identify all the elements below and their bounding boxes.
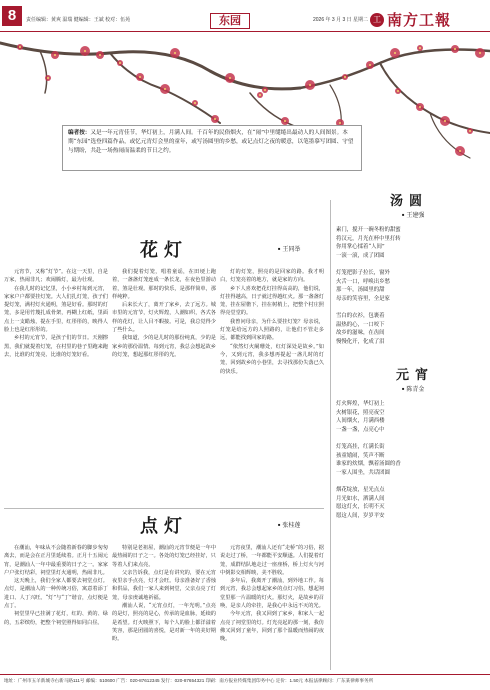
blossom-center-icon xyxy=(229,77,231,79)
article-column xyxy=(112,268,216,504)
blossom-center-icon xyxy=(469,130,471,132)
blossom-center-icon xyxy=(444,120,446,122)
blossom-center-icon xyxy=(284,120,286,122)
newspaper-name: 南方工報 xyxy=(387,11,452,29)
blossom-center-icon xyxy=(394,52,396,54)
editors-credit: 责任编辑：黄爽 温瑞 健编辑：王斌 校对：伍苑 xyxy=(26,17,131,23)
blossom-center-icon xyxy=(47,77,49,79)
header-divider xyxy=(0,31,490,32)
paragraph: 今年元宵，我又回到了家乡，和家人一起点亮了祠堂里的灯。灯光亮起的那一刻，我仿佛又回到了童年，回到了那个温暖而热闹的夜晚。 xyxy=(220,611,324,643)
masthead[interactable] xyxy=(370,9,451,30)
article-column xyxy=(4,544,108,670)
paragraph: 我知道，少的是儿时的那份纯真，少的是家乡的那份温情。每到元宵，我总会想起故乡的灯笼，想起那红彤彤的光。 xyxy=(112,335,216,358)
blossom-center-icon xyxy=(174,52,176,54)
page-header xyxy=(0,0,490,32)
paragraph: 在我儿时的记忆里，小小乡村每到元宵，家家户户都要挂灯笼。大人们扎灯笼，孩子们提灯笼，满村灯火通明，煞是好看。那时的灯笼，多是用竹篾扎成骨架，再糊上红纸，里面点上一支蜡烛，提在手里，红彤彤的，映得人脸上也是红彤彤的。 xyxy=(4,285,108,334)
blossom-center-icon xyxy=(19,46,21,48)
issue-date: 2026 年 3 月 3 日 星期二 xyxy=(313,17,369,23)
paragraph: 多年后，我离开了潮汕，到外地工作。每到元宵，我总会想起家乡的点灯习俗，想起祠堂里那一片温暖的灯火。那灯火，是故乡的召唤，是亲人的牵挂，是我心中永远不灭的光。 xyxy=(220,578,324,610)
blossom-center-icon xyxy=(214,118,216,120)
paragraph: “依然灯火阑珊处，红灯深处是故乡。”如今，又到元宵，我多想再提起一盏儿时的灯笼，回到故乡的小巷里，去寻找那份失落已久的快乐。 xyxy=(220,343,324,375)
blossom-center-icon xyxy=(369,64,371,66)
paragraph: 元宵夜里，潮汕人还有“走桥”的习俗，据说走过了桥，一年都能平安顺遂。人们提着灯笼，成群结队地走过一座座桥，桥上灯火与河中倒影交相辉映，美不胜收。 xyxy=(220,545,324,576)
paragraph: 潮汕人说，“元宵点灯，一年光明。”点亮的是灯，照亮的是心，传承的是血脉，延续的是希望。灯火映照下，每个人的脸上都洋溢着笑容，那是团圆的喜悦，是对新一年的美好期盼。 xyxy=(112,603,216,643)
column-divider xyxy=(330,200,331,670)
blossom-center-icon xyxy=(84,50,86,52)
blossom-center-icon xyxy=(54,54,56,56)
blossom-center-icon xyxy=(119,62,121,64)
blossom-center-icon xyxy=(339,122,341,124)
article-column xyxy=(220,544,324,670)
blossom-center-icon xyxy=(419,106,421,108)
article-author-huadeng: ■ 王同举 xyxy=(278,244,300,253)
blossom-center-icon xyxy=(309,84,311,86)
poem-body-yuanxiao: 灯火辉煌，华灯初上 火树银花，照亮夜空 人间烟火，月满西楼 一盏一盏，点亮心中 灯笼高挂，红满长街 孩童嬉闹，笑声不断 谁家的炊烟，飘着汤圆的香 一家人围坐，共话团圆 烟花绽放，星光点点 月光如水，洒满人间 愿这灯火，长明不灭 愿这人间，岁岁平安 xyxy=(336,401,401,519)
article-author-diandeng: ■ 张桂莲 xyxy=(278,520,300,529)
blossom-center-icon xyxy=(459,150,461,152)
poem-body-tangyuan: 素门，搅开一碗冬粉的甜蜜 将汉元，月光在杯中里打转 你用掌心揉着“人间” 一滚一滚，成了团圆 灯笼把影子拉长，窗外 火舌一口，呼唤出乡愁 那一年，汤圆里的甜 母亲的笑容里，全是家 雪白的衣衫，包裹着 温热的心，一口咬下 故乡的滋味，在齿间 慢慢化开，化成了泪 xyxy=(336,227,401,345)
editor-note-text: 又是一年元宵佳节，华灯初上，月满人间。千百年的民俗烟火，在“闹”中里缱绻出最动人的人间图景。本期“东园”选登四篇作品，或忆元宵灯会里的童年，或写汤圆里的乡愁，或记点灯之夜的暖意，以笔墨摹写团圆、守望与期盼，共赴一场热闹而温柔的节日之约。 xyxy=(68,130,354,154)
footer-info: 地址：广州市五羊新城寺右新马路111号 邮编：510600 广告：020-87612345 发行：020-87654321 印刷：南方报业传媒集团印务中心 定价：1.50元 本报法律顾问：广东某律师事务所 xyxy=(4,678,374,683)
article-title-huadeng[interactable]: 花灯 xyxy=(140,240,188,261)
blossom-center-icon xyxy=(454,48,456,50)
article-title-diandeng[interactable]: 点灯 xyxy=(140,516,188,537)
newspaper-logo-icon: 工 xyxy=(370,13,384,27)
article-divider xyxy=(4,508,324,509)
article-column xyxy=(220,268,324,504)
paragraph: 祠堂里早已挂满了花灯，红的、黄的、绿的，五彩缤纷，把整个祠堂照得如同白昼。 xyxy=(4,611,108,626)
paragraph: 在潮汕，年味从不会随着新春的脚步匆匆离去，而是会在正月里延续着。正月十五闹元宵，是潮汕人一年中最重要的日子之一。家家户户张灯结彩，祠堂里灯火通明，热闹非凡。 xyxy=(4,545,108,576)
blossom-center-icon xyxy=(419,47,421,49)
editor-note-label: 编者按： xyxy=(68,130,91,136)
paragraph: 乡村的元宵节，是孩子们的节日。天刚擦黑，我们就提着灯笼，在村里的巷子里跑来跑去，比谁的灯笼亮、比谁的灯笼好看。 xyxy=(4,335,108,358)
paragraph: 元宵节，又称“灯节”。在这一天里，自是万家，热闹非凡；欢闹腾灯，最为壮观。 xyxy=(4,269,108,284)
poem-title-yuanxiao[interactable]: 元宵 xyxy=(396,368,435,383)
paragraph: 这天晚上，我们全家人都要去祠堂点灯。点灯，是潮汕人的一种传统习俗，寓意着添丁进口、人丁兴旺。“灯”与“丁”谐音，点灯便是点丁。 xyxy=(4,578,108,610)
plum-branch-graphic xyxy=(0,33,490,198)
poem-author-yuanxiao: ■ 陈青金 xyxy=(402,384,424,393)
paragraph: 乡下人喜欢把花灯挂得高高的，他们说，灯挂得越高，日子就过得越红火。那一盏盏灯笼，挂在屋檐下，挂在树梢上，把整个村庄照得亮堂堂的。 xyxy=(220,285,324,317)
blossom-center-icon xyxy=(99,54,101,56)
page-number: 8 xyxy=(2,6,22,26)
blossom-center-icon xyxy=(264,89,266,91)
blossom-center-icon xyxy=(139,76,141,78)
article-column xyxy=(4,268,108,504)
paragraph: 灯的灯笼，照亮的是回家的路。我才明白，灯笼亮着的地方，就是家的方向。 xyxy=(220,269,324,284)
blossom-center-icon xyxy=(194,102,196,104)
paragraph: 父亲告诉我，点灯是有讲究的，要在元宵夜里亲手点亮，灯才会旺。母亲准备好了香烛和供品，我们一家人来到祠堂，父亲点亮了灯笼，母亲虔诚地祈福。 xyxy=(112,569,216,601)
paragraph: 我们提着灯笼，唱着童谣，在田埂上跑着，一盏盏灯笼连成一条长龙，在夜色里游动着，煞是壮观。那时的快乐，是那样简单，那样纯粹。 xyxy=(112,269,216,300)
poem-title-tangyuan[interactable]: 汤圆 xyxy=(390,194,429,209)
blossom-center-icon xyxy=(344,76,346,78)
poem-author-tangyuan: ■ 王建强 xyxy=(402,210,424,219)
blossom-center-icon xyxy=(259,94,261,96)
blossom-center-icon xyxy=(164,88,166,90)
blossom-center-icon xyxy=(479,52,481,54)
paragraph: 特别是老祖屋，潮汕的元宵节便是一年中最热闹的日子之一。各处的灯笼已经挂好，只等着人们来点亮。 xyxy=(112,545,216,568)
section-name[interactable]: 东园 xyxy=(210,13,250,29)
plum-blossom-illustration xyxy=(0,33,490,198)
article-column xyxy=(112,544,216,670)
paragraph: 我曾问母亲，为什么要挂灯笼？母亲说，灯笼是给远方的人照路的，让他们不管走多远，都能找到回家的路。 xyxy=(220,318,324,342)
blossom-center-icon xyxy=(397,90,399,92)
footer-divider xyxy=(0,674,490,675)
editor-note xyxy=(62,125,362,171)
paragraph: 后来长大了，离开了家乡，去了远方。城市里的元宵节，灯火辉煌，人潮如织，各式各样的花灯，让人目不暇接。可是，我总觉得少了些什么。 xyxy=(112,302,216,334)
